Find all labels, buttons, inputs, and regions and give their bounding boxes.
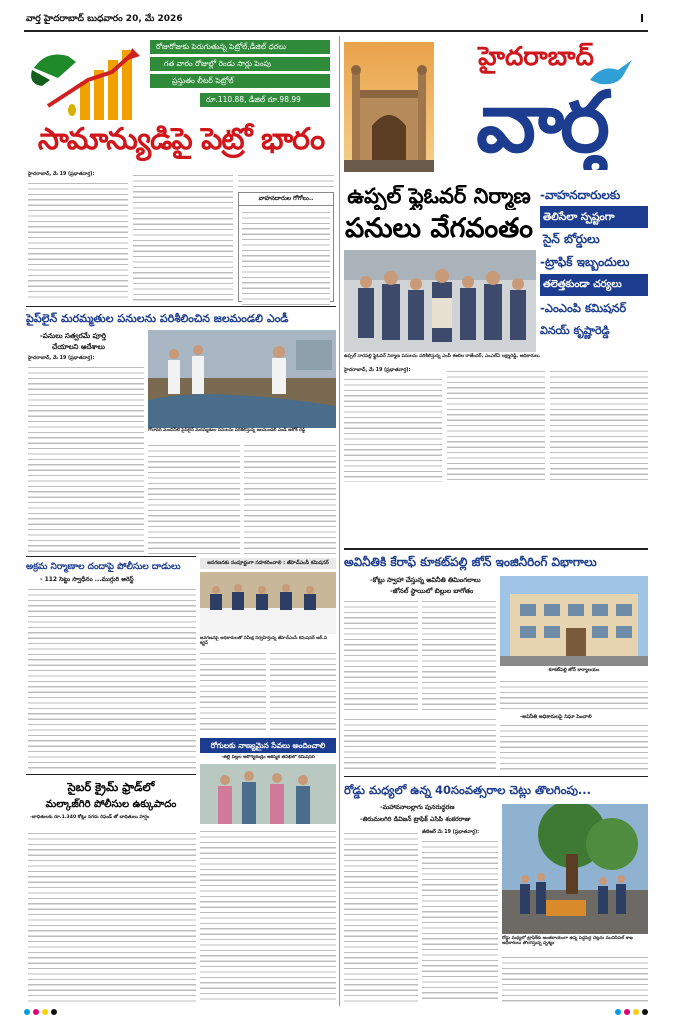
sidebox: [238, 192, 334, 302]
trees-sub-1: -మహావనాలల్లాగు పునరుద్ధరణ: [380, 804, 455, 811]
meeting-body-col2: [270, 650, 336, 734]
illegal-body: [28, 586, 196, 770]
pipeline-sub-2: చేయాలని ఆదేశాలు: [52, 343, 105, 351]
sidebox-text: [242, 209, 330, 305]
traffic-line-7: వినయ్ కృష్ణారెడ్డి: [540, 324, 610, 337]
petrol-body-col2: [133, 172, 233, 302]
health-headline: రోగులకు నాణ్యమైన సేవలు అందించాలి: [200, 738, 336, 753]
trees-body-col2: [422, 838, 498, 1002]
kukatpally-sub-1: -కోట్లు స్వాహా చేస్తున్న అవినీతి తిమింగలాలు: [370, 576, 481, 584]
traffic-line-5: తలెత్తకుండా చర్యలు: [540, 274, 648, 296]
trees-caption: రోడ్డు మధ్యలో ట్రాఫిక్‌కు అంతరాయంగా ఉన్న పెద్దపెద్ద చెట్లను మునిసిపల్ శాఖ అధికారులు తొలగిస్తున్న దృశ్యం: [502, 936, 633, 947]
top-rule: [24, 30, 648, 32]
pipeline-body-col1: [28, 364, 144, 554]
kukatpally-body-col3: [500, 678, 648, 712]
traffic-line-2: తెలిసేలా స్పష్టంగా: [540, 206, 648, 228]
top-line: వార్త హైదరాబాద్ బుధవారం 20, మే 2026: [26, 14, 183, 24]
meeting-photo: [200, 572, 336, 634]
illegal-headline: అక్రమ నిర్మాణాల దందాపై పోలీసుల దాడులు: [26, 562, 181, 572]
traffic-line-3: సైన్ బోర్డులు: [543, 232, 600, 246]
trees-body-col1: [344, 830, 418, 1002]
traffic-line-4: -ట్రాఫిక్ ఇబ్బందులు: [540, 255, 630, 269]
petrol-body-col3: [238, 172, 334, 190]
pipeline-body-col2: [148, 442, 240, 554]
kukatpally-sub-2: -జోనల్ స్థాయిలో బిల్లుల బాగోతం: [390, 587, 474, 595]
petrol-bullet-2: గత వారం రోజుల్లో రెండు సార్లు పెంపు: [150, 57, 330, 71]
pipeline-dateline: హైదరాబాద్, మే 19 (ప్రభాతవార్త):: [28, 356, 95, 361]
kukatpally-sub-3: -అవినీతి అధికారులపై నిఘా పెంచాలి: [520, 714, 592, 720]
registration-bar: [24, 1008, 648, 1016]
page-number: I: [640, 12, 645, 25]
column-divider: [339, 36, 340, 1006]
trees-body-col3: [502, 954, 648, 1002]
uppal-headline-1: ఉప్పల్ ఫ్లైఓవర్ నిర్మాణ: [347, 184, 531, 208]
charminar-photo: [344, 42, 434, 172]
pipeline-rule: [26, 306, 336, 307]
uppal-body-col3: [550, 368, 648, 482]
pipeline-photo: [148, 330, 336, 428]
illegal-sub: - 112 సెట్టు స్వాధీనం ...ముగ్గురి అరెస్ట్: [40, 576, 134, 583]
pipeline-body-col3: [244, 442, 336, 554]
fuel-nozzle-icon: [28, 40, 154, 122]
uppal-headline-2: పనులు వేగవంతం: [345, 213, 533, 244]
masthead-paper: వార్త: [476, 74, 606, 170]
trees-headline: రోడ్డు మధ్యలో ఉన్న 40సంవత్సరాల చెట్లు తొలగింపు...: [344, 783, 592, 797]
kukatpally-photo: [500, 576, 648, 666]
pipeline-headline: పైప్‌లైన్ మరమ్మతుల పనులను పరిశీలించిన జలమండలి ఎండీ: [26, 312, 289, 325]
kukatpally-body-col5: [344, 716, 496, 772]
trees-photo: [502, 804, 648, 934]
cyber-headline-2: మల్కాజ్‌గిరి పోలీసుల ఉక్కుపాదం: [45, 799, 177, 810]
pipeline-sub-1: -పనులు సత్వరమే పూర్తి: [40, 332, 106, 340]
uppal-body-col1: [344, 376, 442, 482]
petrol-price: రూ.110.88, డీజిల్ రూ.98.99: [200, 93, 330, 107]
petrol-headline: సామాన్యుడిపై పెట్రో భారం: [37, 122, 325, 157]
traffic-line-6: -ఎంఎంపి కమిషనర్: [540, 301, 627, 315]
kukatpally-body-col4: [500, 722, 648, 772]
cyber-headline-1: సైబర్ క్రైమ్ ఫ్రాడ్‌లో: [67, 780, 155, 794]
uppal-body-col2: [447, 368, 545, 482]
petrol-graphic: [28, 40, 154, 122]
petrol-bullet-3: ప్రస్తుతం లీటర్ పెట్రోల్: [150, 74, 330, 88]
kukatpally-rule: [344, 548, 648, 550]
kukatpally-body-col1: [344, 598, 418, 712]
cyber-sub: -బాధితులకు రూ.1.340 కోట్లు నగదు రిఫండ్ తో బాధితులు హర్షం: [30, 815, 150, 820]
uppal-dateline: హైదరాబాద్, మే 19 (ప్రభాతవార్త):: [344, 368, 411, 373]
health-body: [200, 828, 336, 1002]
kukatpally-caption: కూకట్‌పల్లి జోన్ కార్యాలయం: [548, 668, 600, 673]
trees-dateline: జీటిఆర్ మే 19 (ప్రభాతవార్త):: [422, 830, 480, 835]
kukatpally-headline: అవినీతికి కేరాఫ్ కూకట్‌పల్లి జోన్ ఇంజినీరింగ్ విభాగాలు: [344, 555, 597, 569]
meeting-header: జనగణనకు సంపూర్ణంగా సహకరించాలి : జీహెచ్ఎంసీ కమిషనర్: [200, 558, 336, 569]
health-sub: -తల్లి పిల్లల ఆరోగ్యకేంద్రం ఆకస్మిక తనిఖీలో కమిషనర్: [221, 755, 315, 760]
uppal-caption: ఉప్పల్ నారపల్లి ఫ్లైఓవర్ నిర్మాణ పనులను పరిశీలిస్తున్న ఎంపీ ఈటెల రాజేందర్, ఎంఎల్ఏ లక్ష్మారెడ్డి, అధికారులు: [344, 354, 540, 359]
petrol-dateline: హైదరాబాద్, మే 19 (ప్రభాతవార్త):: [28, 172, 95, 177]
trees-rule: [344, 776, 648, 777]
meeting-caption: జనగణనపై అధికారులతో సమీక్ష నిర్వహిస్తున్న జీహెచ్ఎంసీ కమిషనర్ ఆర్.వి కర్ణన్: [200, 636, 328, 647]
trees-sub-2: -తిరుమలగిరి డివిజన్ ట్రాఫిక్ ఎసిపి శంకరరాజు: [360, 816, 471, 823]
traffic-line-1: -వాహనదారులకు: [540, 188, 621, 202]
sidebox-title: వాహనదారుల గోగోలు..: [239, 193, 333, 206]
uppal-photo: [344, 250, 536, 352]
petrol-ribbon: [150, 40, 330, 90]
meeting-body-col1: [200, 650, 266, 734]
traffic-box: [540, 184, 648, 352]
petrol-body-col1: [28, 180, 128, 302]
illegal-rule: [26, 556, 196, 557]
health-photo: [200, 764, 336, 824]
petrol-bullet-1: రోజురోజుకు పెరుగుతున్న పెట్రోల్,డీజిల్ ధరలు: [150, 40, 330, 54]
masthead-city: హైదరాబాద్: [478, 42, 594, 72]
kukatpally-body-col2: [422, 598, 496, 712]
cyber-body: [28, 830, 196, 1002]
cyber-rule: [26, 774, 196, 775]
pipeline-caption: గోదావరి మంచినీటి పైప్‌లైన్ మరమ్మతుల పనులను పరిశీలిస్తున్న జలమండలి ఎండీ అశోక్ రెడ్డి: [148, 428, 306, 433]
charminar-icon: [344, 42, 434, 172]
